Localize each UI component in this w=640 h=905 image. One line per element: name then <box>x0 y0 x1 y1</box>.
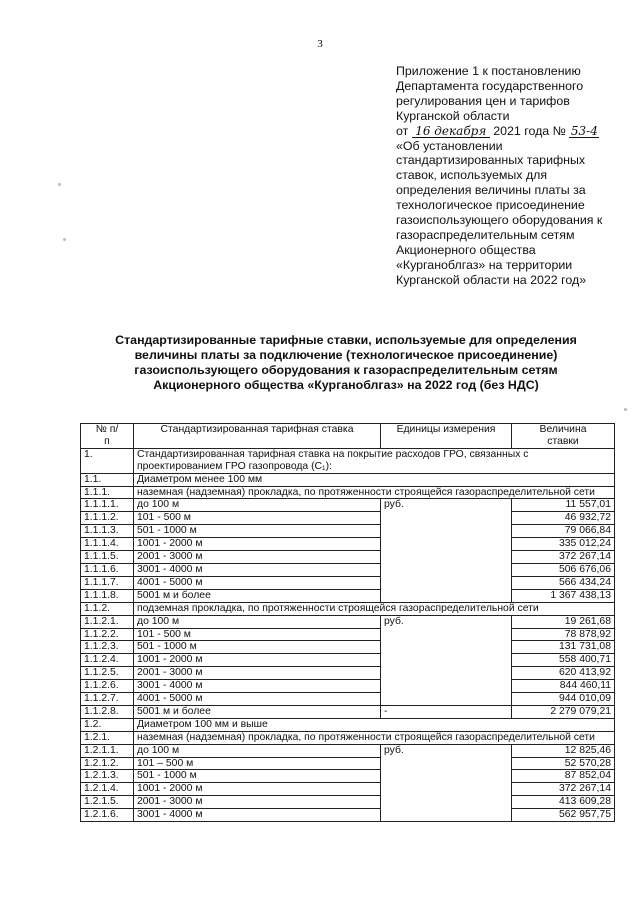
title-line: Акционерного общества «Курганоблгаз» на 2022 год (без НДС) <box>153 378 539 392</box>
table-row <box>81 628 615 641</box>
row-unit: руб. <box>381 615 512 705</box>
row-range: 2001 - 3000 м <box>134 796 381 809</box>
row-num: 1.1.1.4. <box>81 538 134 551</box>
row-value: 413 609,28 <box>512 796 615 809</box>
table-row <box>81 796 615 809</box>
row-value: 11 557,01 <box>512 499 615 512</box>
row-title: Диаметром менее 100 мм <box>134 473 615 486</box>
table-row <box>81 512 615 525</box>
row-range: 1001 - 2000 м <box>134 538 381 551</box>
row-num: 1.1.1.3. <box>81 525 134 538</box>
row-num: 1.1.2.8. <box>81 705 134 718</box>
row-num: 1.1.2.6. <box>81 680 134 693</box>
row-value: 2 279 079,21 <box>512 705 615 718</box>
year-text: 2021 года № <box>493 123 566 138</box>
row-unit: руб. <box>381 744 512 821</box>
table-section-row <box>81 448 615 473</box>
from-label: от <box>396 123 409 138</box>
row-value: 372 267,14 <box>512 783 615 796</box>
table-row <box>81 757 615 770</box>
appendix-block <box>396 64 628 288</box>
table-row <box>81 641 615 654</box>
header-rate: Стандартизированная тарифная ставка <box>134 424 381 449</box>
handwritten-number: 53-4 <box>570 123 598 138</box>
appendix-line: Приложение 1 к постановлению <box>396 64 581 78</box>
row-num: 1.1. <box>81 473 134 486</box>
page-number: 3 <box>317 38 323 50</box>
row-num: 1.1.1.6. <box>81 563 134 576</box>
row-range: 5001 м и более <box>134 589 381 602</box>
row-range: 501 - 1000 м <box>134 525 381 538</box>
appendix-subject-line: ставок, используемых для <box>396 168 548 183</box>
appendix-subject-line: «Об установлении <box>396 138 503 153</box>
row-title: подземная прокладка, по протяженности строящейся газораспределительной сети <box>134 602 615 615</box>
table-body <box>81 448 615 821</box>
table-section-row <box>81 486 615 499</box>
header-value: Величина ставки <box>512 424 615 449</box>
row-num: 1. <box>81 448 134 473</box>
row-title: Стандартизированная тарифная ставка на покрытие расходов ГРО, связанных с проектированием ГРО газопровода (С₁): <box>134 448 615 473</box>
header-units: Единицы измерения <box>381 424 512 449</box>
row-range: 3001 - 4000 м <box>134 680 381 693</box>
row-unit: руб. <box>381 499 512 602</box>
row-num: 1.1.1.1. <box>81 499 134 512</box>
appendix-subject-line: газораспределительным сетям <box>396 227 575 242</box>
row-value: 79 066,84 <box>512 525 615 538</box>
row-num: 1.2.1. <box>81 731 134 744</box>
row-range: до 100 м <box>134 744 381 757</box>
row-num: 1.2.1.3. <box>81 770 134 783</box>
table-section-row <box>81 718 615 731</box>
row-value: 19 261,68 <box>512 615 615 628</box>
appendix-line: Курганской области <box>396 108 510 123</box>
row-value: 335 012,24 <box>512 538 615 551</box>
table-row <box>81 654 615 667</box>
table-row <box>81 499 615 512</box>
row-range: 101 - 500 м <box>134 628 381 641</box>
row-num: 1.2.1.4. <box>81 783 134 796</box>
row-range: 4001 - 5000 м <box>134 576 381 589</box>
table-row <box>81 693 615 706</box>
row-num: 1.1.2.3. <box>81 641 134 654</box>
table-row <box>81 667 615 680</box>
table-row <box>81 551 615 564</box>
row-num: 1.1.2.1. <box>81 615 134 628</box>
appendix-subject-line: определения величины платы за <box>396 183 586 198</box>
appendix-subject-line: стандартизированных тарифных <box>396 153 586 168</box>
row-range: 4001 - 5000 м <box>134 693 381 706</box>
row-num: 1.1.2.7. <box>81 693 134 706</box>
row-value: 558 400,71 <box>512 654 615 667</box>
row-title: Диаметром 100 мм и выше <box>134 718 615 731</box>
appendix-subject-line: технологическое присоединение <box>396 198 585 213</box>
appendix-subject-line: Курганской области на 2022 год» <box>396 272 587 287</box>
handwritten-date: 16 декабря <box>412 125 490 138</box>
row-num: 1.1.2. <box>81 602 134 615</box>
row-range: 101 – 500 м <box>134 757 381 770</box>
row-value: 566 434,24 <box>512 576 615 589</box>
row-value: 78 878,92 <box>512 628 615 641</box>
table-row <box>81 615 615 628</box>
row-num: 1.1.1.8. <box>81 589 134 602</box>
row-range: 2001 - 3000 м <box>134 667 381 680</box>
row-unit: - <box>381 705 512 718</box>
table-row <box>81 576 615 589</box>
title-line: газоиспользующего оборудования к газораспределительным сетям <box>134 363 558 377</box>
title-line: Стандартизированные тарифные ставки, используемые для определения <box>115 333 577 347</box>
table-row <box>81 770 615 783</box>
row-num: 1.1.1.2. <box>81 512 134 525</box>
appendix-line: Департамента государственного <box>396 78 584 93</box>
appendix-date-line <box>396 124 628 139</box>
row-value: 506 676,06 <box>512 563 615 576</box>
scan-speck <box>58 183 61 186</box>
row-num: 1.1.1.5. <box>81 551 134 564</box>
appendix-line: регулирования цен и тарифов <box>396 93 570 108</box>
table-section-row <box>81 731 615 744</box>
row-value: 1 367 438,13 <box>512 589 615 602</box>
table-row <box>81 680 615 693</box>
row-range: 501 - 1000 м <box>134 770 381 783</box>
row-value: 620 413,92 <box>512 667 615 680</box>
row-range: 1001 - 2000 м <box>134 783 381 796</box>
tariff-table <box>80 423 615 822</box>
row-value: 131 731,08 <box>512 641 615 654</box>
row-range: до 100 м <box>134 499 381 512</box>
table-row <box>81 705 615 718</box>
table-row <box>81 525 615 538</box>
table-row <box>81 809 615 822</box>
appendix-subject-line: «Курганоблгаз» на территории <box>396 257 573 272</box>
row-num: 1.1.2.2. <box>81 628 134 641</box>
row-num: 1.2.1.6. <box>81 809 134 822</box>
row-range: 3001 - 4000 м <box>134 563 381 576</box>
title-line: величины платы за подключение (технологическое присоединение) <box>134 348 558 362</box>
row-range: 501 - 1000 м <box>134 641 381 654</box>
row-num: 1.2.1.2. <box>81 757 134 770</box>
row-range: до 100 м <box>134 615 381 628</box>
row-title: наземная (надземная) прокладка, по протяженности строящейся газораспределительной сети <box>134 731 615 744</box>
appendix-subject-line: Акционерного общества <box>396 242 536 257</box>
header-num: № п/п <box>81 424 134 449</box>
row-range: 3001 - 4000 м <box>134 809 381 822</box>
row-range: 5001 м и более <box>134 705 381 718</box>
row-value: 46 932,72 <box>512 512 615 525</box>
table-section-row <box>81 602 615 615</box>
row-value: 372 267,14 <box>512 551 615 564</box>
table-row <box>81 538 615 551</box>
row-title: наземная (надземная) прокладка, по протяженности строящейся газораспределительной сети <box>134 486 615 499</box>
row-num: 1.1.1. <box>81 486 134 499</box>
row-range: 2001 - 3000 м <box>134 551 381 564</box>
row-value: 944 010,09 <box>512 693 615 706</box>
row-range: 101 - 500 м <box>134 512 381 525</box>
table-row <box>81 589 615 602</box>
table-section-row <box>81 473 615 486</box>
row-value: 12 825,46 <box>512 744 615 757</box>
scan-speck <box>624 408 627 411</box>
table-row <box>81 783 615 796</box>
row-range: 1001 - 2000 м <box>134 654 381 667</box>
row-num: 1.2. <box>81 718 134 731</box>
scan-speck <box>63 238 66 241</box>
document-title <box>80 333 612 393</box>
table-row <box>81 563 615 576</box>
row-value: 87 852,04 <box>512 770 615 783</box>
row-num: 1.1.2.4. <box>81 654 134 667</box>
appendix-subject-line: газоиспользующего оборудования к <box>396 213 603 228</box>
row-value: 52 570,28 <box>512 757 615 770</box>
row-num: 1.2.1.5. <box>81 796 134 809</box>
row-num: 1.1.1.7. <box>81 576 134 589</box>
row-num: 1.1.2.5. <box>81 667 134 680</box>
row-value: 844 460,11 <box>512 680 615 693</box>
table-row <box>81 744 615 757</box>
row-num: 1.2.1.1. <box>81 744 134 757</box>
row-value: 562 957,75 <box>512 809 615 822</box>
table-header-row <box>81 424 615 449</box>
